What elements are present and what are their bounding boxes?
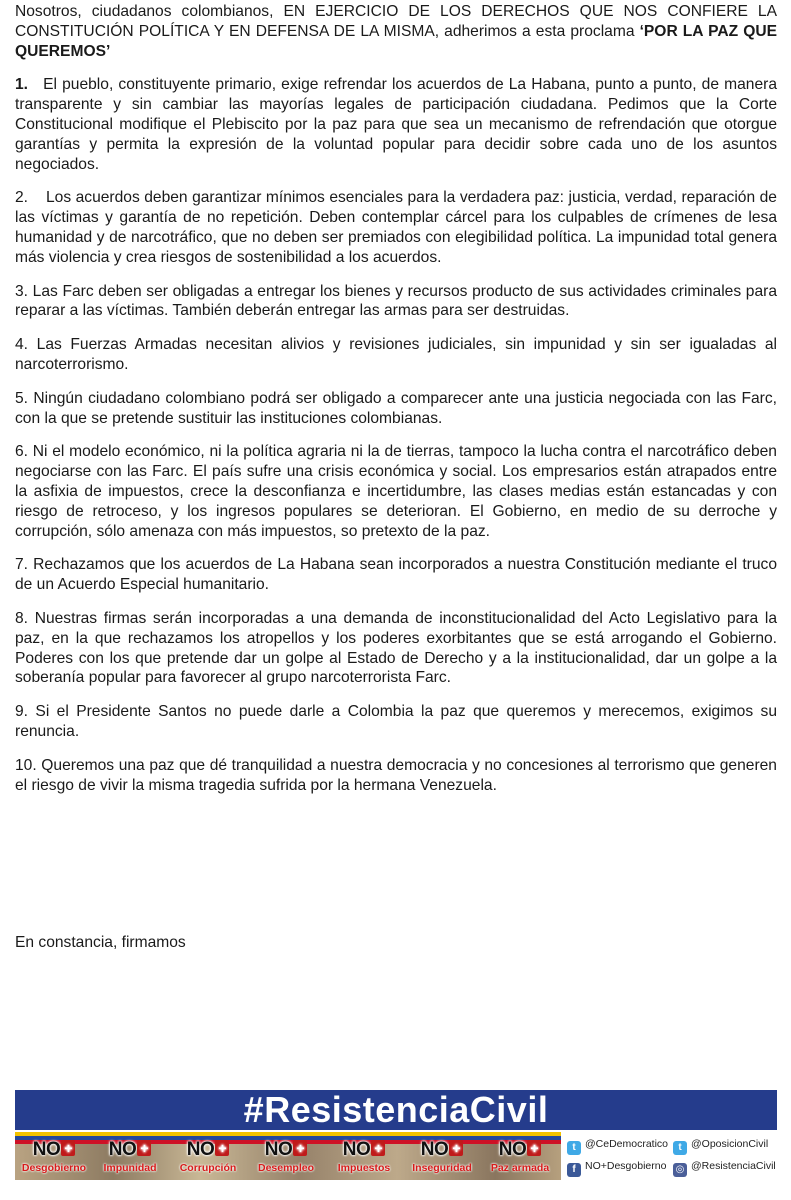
point-text: Rechazamos que los acuerdos de La Habana sean incorporados a nuestra Constitución mediante el truco de un Acuerdo Especial humanitario.	[15, 556, 777, 594]
point-text: Ningún ciudadano colombiano podrá ser obligado a comparecer ante una justicia negociada con las Farc, con la que se pretende sustituir las instituciones colombianas.	[15, 389, 777, 427]
social-desgobierno	[567, 1158, 666, 1174]
badge-label: Inseguridad	[412, 1162, 472, 1174]
plus-icon: +	[137, 1140, 151, 1156]
hashtag-banner: #ResistenciaCivil	[15, 1090, 777, 1130]
point-text: El pueblo, constituyente primario, exige refrendar los acuerdos de La Habana, punto a punto, de manera transparente y sin cambiar las mayorías legales de participación ciudadana. Pedimos que la Corte Constitucional modifique el Plebiscito por la paz para que sea un mecanismo de refrendación que otorgue garantías y permita la expresión de la voluntad popular para decidir sobre cada uno de los asuntos negociados.	[15, 76, 777, 173]
badge-strip	[15, 1132, 561, 1180]
badge-paz-armada	[483, 1132, 557, 1180]
point-10	[15, 756, 777, 796]
no-label: NO	[108, 1139, 137, 1160]
point-number: 6.	[15, 443, 29, 461]
point-number: 2.	[15, 189, 29, 207]
badge-corrupcion	[171, 1132, 245, 1180]
point-text: Si el Presidente Santos no puede darle a Colombia la paz que queremos y merecemos, exigimos su renuncia.	[15, 703, 777, 740]
plus-icon: +	[527, 1140, 541, 1156]
closing-line: En constancia, firmamos	[15, 934, 186, 951]
badge-label: Paz armada	[490, 1162, 550, 1174]
point-number: 8.	[15, 609, 29, 627]
no-label: NO	[342, 1139, 371, 1160]
point-number: 4.	[15, 336, 29, 354]
point-number: 1.	[15, 76, 29, 94]
social-handles	[567, 1132, 777, 1180]
badge-label: Impunidad	[103, 1162, 157, 1174]
intro-text: Nosotros, ciudadanos colombianos, EN EJERCICIO DE LOS DERECHOS QUE NOS CONFIERE LA CONSTITUCIÓN POLÍTICA Y EN DEFENSA DE LA MISMA, adherimos a esta proclama	[15, 3, 777, 40]
point-text: Las Fuerzas Armadas necesitan alivios y revisiones judiciales, sin impunidad y sin ser igualadas al narcoterrorismo.	[15, 336, 777, 373]
badge-label: Desempleo	[257, 1162, 315, 1174]
point-number: 3.	[15, 282, 29, 300]
point-text: Las Farc deben ser obligadas a entregar los bienes y recursos producto de sus actividades criminales para reparar a las víctimas. También deberán entregar las armas para ser destruidas.	[15, 282, 777, 320]
point-7	[15, 555, 777, 595]
point-9	[15, 702, 777, 742]
point-3	[15, 282, 777, 322]
no-label: NO	[420, 1139, 449, 1160]
badge-impunidad	[93, 1132, 167, 1180]
intro-paragraph	[15, 2, 777, 61]
point-number: 10.	[15, 756, 37, 774]
footer-banner	[15, 1090, 777, 1180]
instagram-icon: ◎	[673, 1163, 687, 1177]
badge-label: Desgobierno	[21, 1162, 87, 1174]
badge-inseguridad	[405, 1132, 479, 1180]
no-label: NO	[32, 1139, 61, 1160]
point-number: 7.	[15, 556, 29, 574]
twitter-icon: t	[567, 1141, 581, 1155]
badge-label: Corrupción	[179, 1162, 237, 1174]
plus-icon: +	[371, 1140, 385, 1156]
plus-icon: +	[449, 1140, 463, 1156]
point-number: 5.	[15, 389, 29, 407]
point-5	[15, 389, 777, 429]
no-label: NO	[186, 1139, 215, 1160]
plus-icon: +	[61, 1140, 75, 1156]
badge-label: Impuestos	[337, 1162, 391, 1174]
badge-desgobierno	[17, 1132, 91, 1180]
social-resistenciacivil	[673, 1158, 776, 1174]
point-text: Los acuerdos deben garantizar mínimos esenciales para la verdadera paz: justicia, verdad, reparación de las víctimas y garantía de no repetición. Deben contemplar cárcel para los culpables de crímenes de lesa humanidad y de narcotráfico, que no deben ser premiados con elegibilidad política. La impunidad total genera más violencia y crea riesgos de sostenibilidad a los acuerdos.	[15, 189, 777, 266]
social-handle: @ResistenciaCivil	[691, 1160, 776, 1172]
social-cedemocratico	[567, 1136, 668, 1152]
intro-title: ‘POR LA PAZ QUE QUEREMOS’	[15, 22, 777, 60]
facebook-icon: f	[567, 1163, 581, 1177]
plus-icon: +	[293, 1140, 307, 1156]
point-4	[15, 335, 777, 375]
twitter-icon: t	[673, 1141, 687, 1155]
social-handle: @CeDemocratico	[585, 1138, 669, 1150]
point-2	[15, 188, 777, 267]
no-label: NO	[264, 1139, 293, 1160]
badge-impuestos	[327, 1132, 401, 1180]
point-text: Queremos una paz que dé tranquilidad a nuestra democracia y no concesiones al terrorismo que generen el riesgo de vivir la misma tragedia sufrida por la hermana Venezuela.	[15, 756, 777, 794]
point-number: 9.	[15, 703, 29, 721]
social-handle: NO+Desgobierno	[585, 1160, 667, 1172]
no-label: NO	[498, 1139, 527, 1160]
social-handle: @OposicionCivil	[691, 1138, 769, 1150]
social-oposicioncivil	[673, 1136, 768, 1152]
point-text: Ni el modelo económico, ni la política agraria ni la de tierras, tampoco la lucha contra el narcotráfico deben negociarse con las Farc. El país sufre una crisis económica y social. Los empresarios están atrapados entre la asfixia de impuestos, crece la desconfianza e incertidumbre, las clases medias están estancadas y con riesgo de retroceso, y los ingresos populares se deterioran. El Gobierno, en medio de su derroche y corrupción, sólo amenaza con más impuestos, so pretexto de la paz.	[15, 443, 777, 540]
point-1	[15, 75, 777, 174]
document-body	[15, 0, 777, 809]
badge-desempleo	[249, 1132, 323, 1180]
point-text: Nuestras firmas serán incorporadas a una demanda de inconstitucionalidad del Acto Legislativo para la paz, en la que rechazamos los atropellos y los poderes exorbitantes que se está arrogando el Gobierno. Poderes con los que pretende dar un golpe al Estado de Derecho y a la institucionalidad, dar un golpe a la soberanía popular para favorecer al grupo narcoterrorista Farc.	[15, 609, 777, 687]
point-8	[15, 609, 777, 688]
point-6	[15, 442, 777, 541]
plus-icon: +	[215, 1140, 229, 1156]
